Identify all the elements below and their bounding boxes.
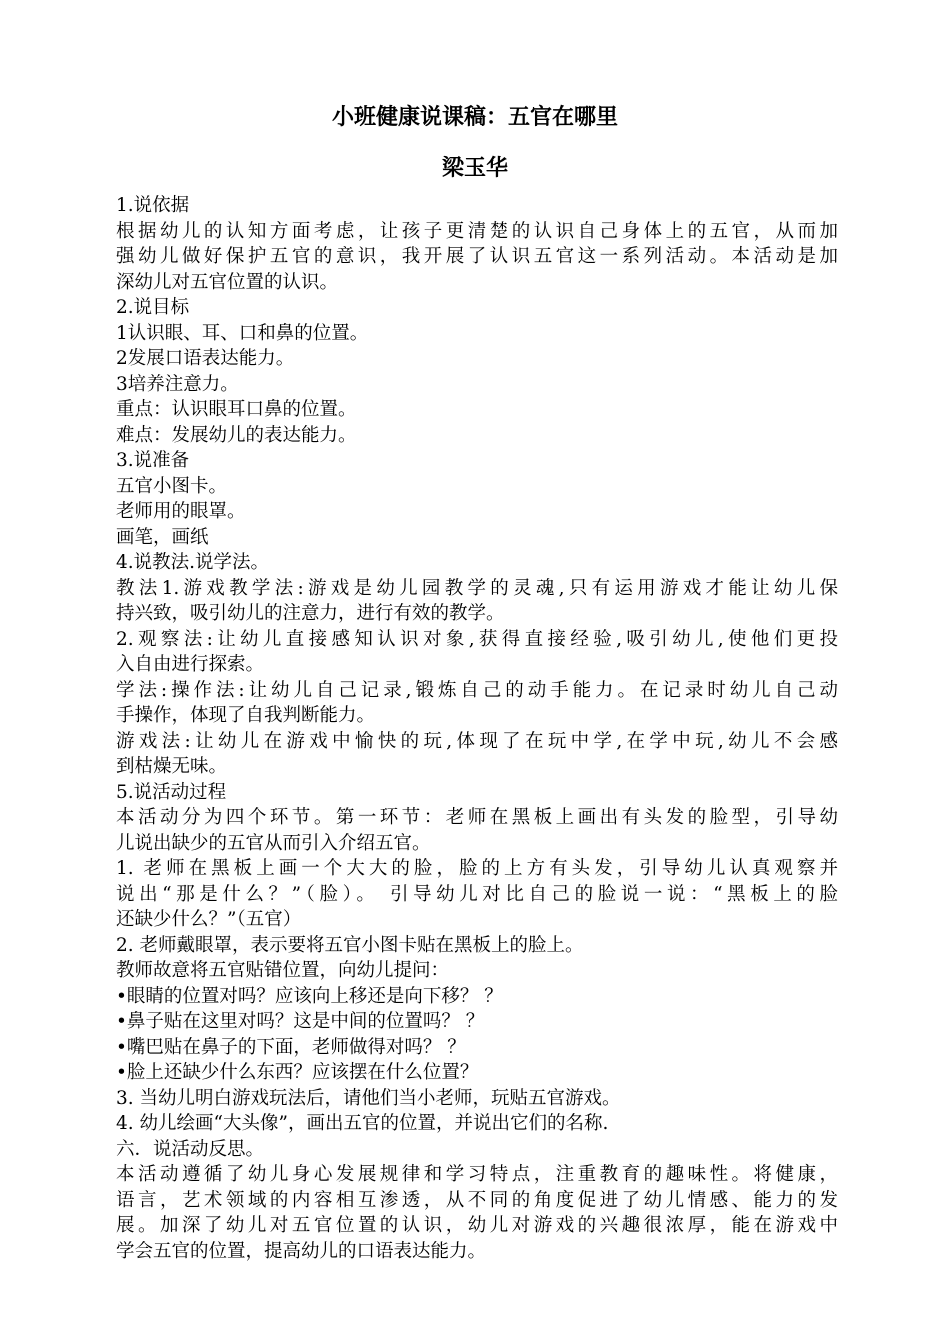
body-line: 说出“那是什么？”（脸）。 引导幼儿对比自己的脸说一说：“黑板上的脸 [116,883,838,905]
body-line: 根据幼儿的认知方面考虑，让孩子更清楚的认识自己身体上的五官，从而加 [116,220,838,242]
body-line: 教法1.游戏教学法:游戏是幼儿园教学的灵魂,只有运用游戏才能让幼儿保 [116,577,838,599]
body-line: 语言，艺术领域的内容相互渗透，从不同的角度促进了幼儿情感、能力的发 [116,1189,838,1211]
body-line: 重点：认识眼耳口鼻的位置。 [116,399,357,420]
body-line: 教师故意将五官贴错位置，向幼儿提问： [116,960,450,981]
body-line: 手操作，体现了自我判断能力。 [116,705,376,726]
body-line: 画笔，画纸 [116,526,209,548]
body-line: 学法:操作法:让幼儿自己记录,锻炼自己的动手能力。在记录时幼儿自己动 [116,679,838,701]
body-line: 五官小图卡。 [116,475,228,497]
body-line: 学会五官的位置，提高幼儿的口语表达能力。 [116,1240,487,1262]
body-line: •眼睛的位置对吗？应该向上移还是向下移？ ？ [116,985,503,1007]
body-line: 1. 老师在黑板上画一个大大的脸，脸的上方有头发，引导幼儿认真观察并 [116,858,838,879]
body-line: 到枯燥无味。 [116,756,228,777]
body-line: 2.说目标 [116,297,190,318]
body-line: •鼻子贴在这里对吗？这是中间的位置吗？ ？ [116,1011,485,1032]
document-body [116,193,838,1264]
body-line: 4. 幼儿绘画“大头像”，画出五官的位置，并说出它们的名称. [116,1113,609,1134]
document-title: 小班健康说课稿：五官在哪里 [331,105,618,130]
body-line: 儿说出缺少的五官从而引入介绍五官。 [116,832,431,854]
body-line: 本活动分为四个环节。第一环节：老师在黑板上画出有头发的脸型，引导幼 [116,807,838,828]
body-line: 4.说教法.说学法。 [116,552,270,573]
body-line: 强幼儿做好保护五官的意识，我开展了认识五官这一系列活动。本活动是加 [116,246,838,267]
body-line: 持兴致，吸引幼儿的注意力，进行有效的教学。 [116,603,505,624]
body-line: 六．说活动反思。 [116,1138,265,1160]
body-line: 游戏法:让幼儿在游戏中愉快的玩,体现了在玩中学,在学中玩,幼儿不会感 [116,730,838,752]
body-line: 3培养注意力。 [116,373,239,395]
body-line: 老师用的眼罩。 [116,501,246,522]
body-line: 5.说活动过程 [116,781,227,803]
body-line: •脸上还缺少什么东西？应该摆在什么位置？ [116,1062,479,1083]
body-line: 3.说准备 [116,450,190,471]
body-line: 展。加深了幼儿对五官位置的认识，幼儿对游戏的兴趣很浓厚，能在游戏中 [116,1215,838,1236]
body-line: 难点：发展幼儿的表达能力。 [116,424,357,446]
body-line: 深幼儿对五官位置的认识。 [116,271,339,293]
body-line: 1.说依据 [116,195,190,216]
body-line: 入自由进行探索。 [116,654,265,675]
body-line: 2发展口语表达能力。 [116,348,295,369]
body-line: 本活动遵循了幼儿身心发展规律和学习特点，注重教育的趣味性。将健康， [116,1164,838,1185]
body-line: •嘴巴贴在鼻子的下面，老师做得对吗？ ？ [116,1036,466,1058]
body-line: 2. 老师戴眼罩，表示要将五官小图卡贴在黑板上的脸上。 [116,934,584,956]
document-author: 梁玉华 [441,156,508,181]
body-line: 2.观察法:让幼儿直接感知认识对象,获得直接经验,吸引幼儿,使他们更投 [116,628,838,650]
body-line: 还缺少什么？”（五官） [116,909,302,930]
body-line: 1认识眼、耳、口和鼻的位置。 [116,322,369,344]
body-line: 3. 当幼儿明白游戏玩法后，请他们当小老师，玩贴五官游戏。 [116,1087,621,1109]
